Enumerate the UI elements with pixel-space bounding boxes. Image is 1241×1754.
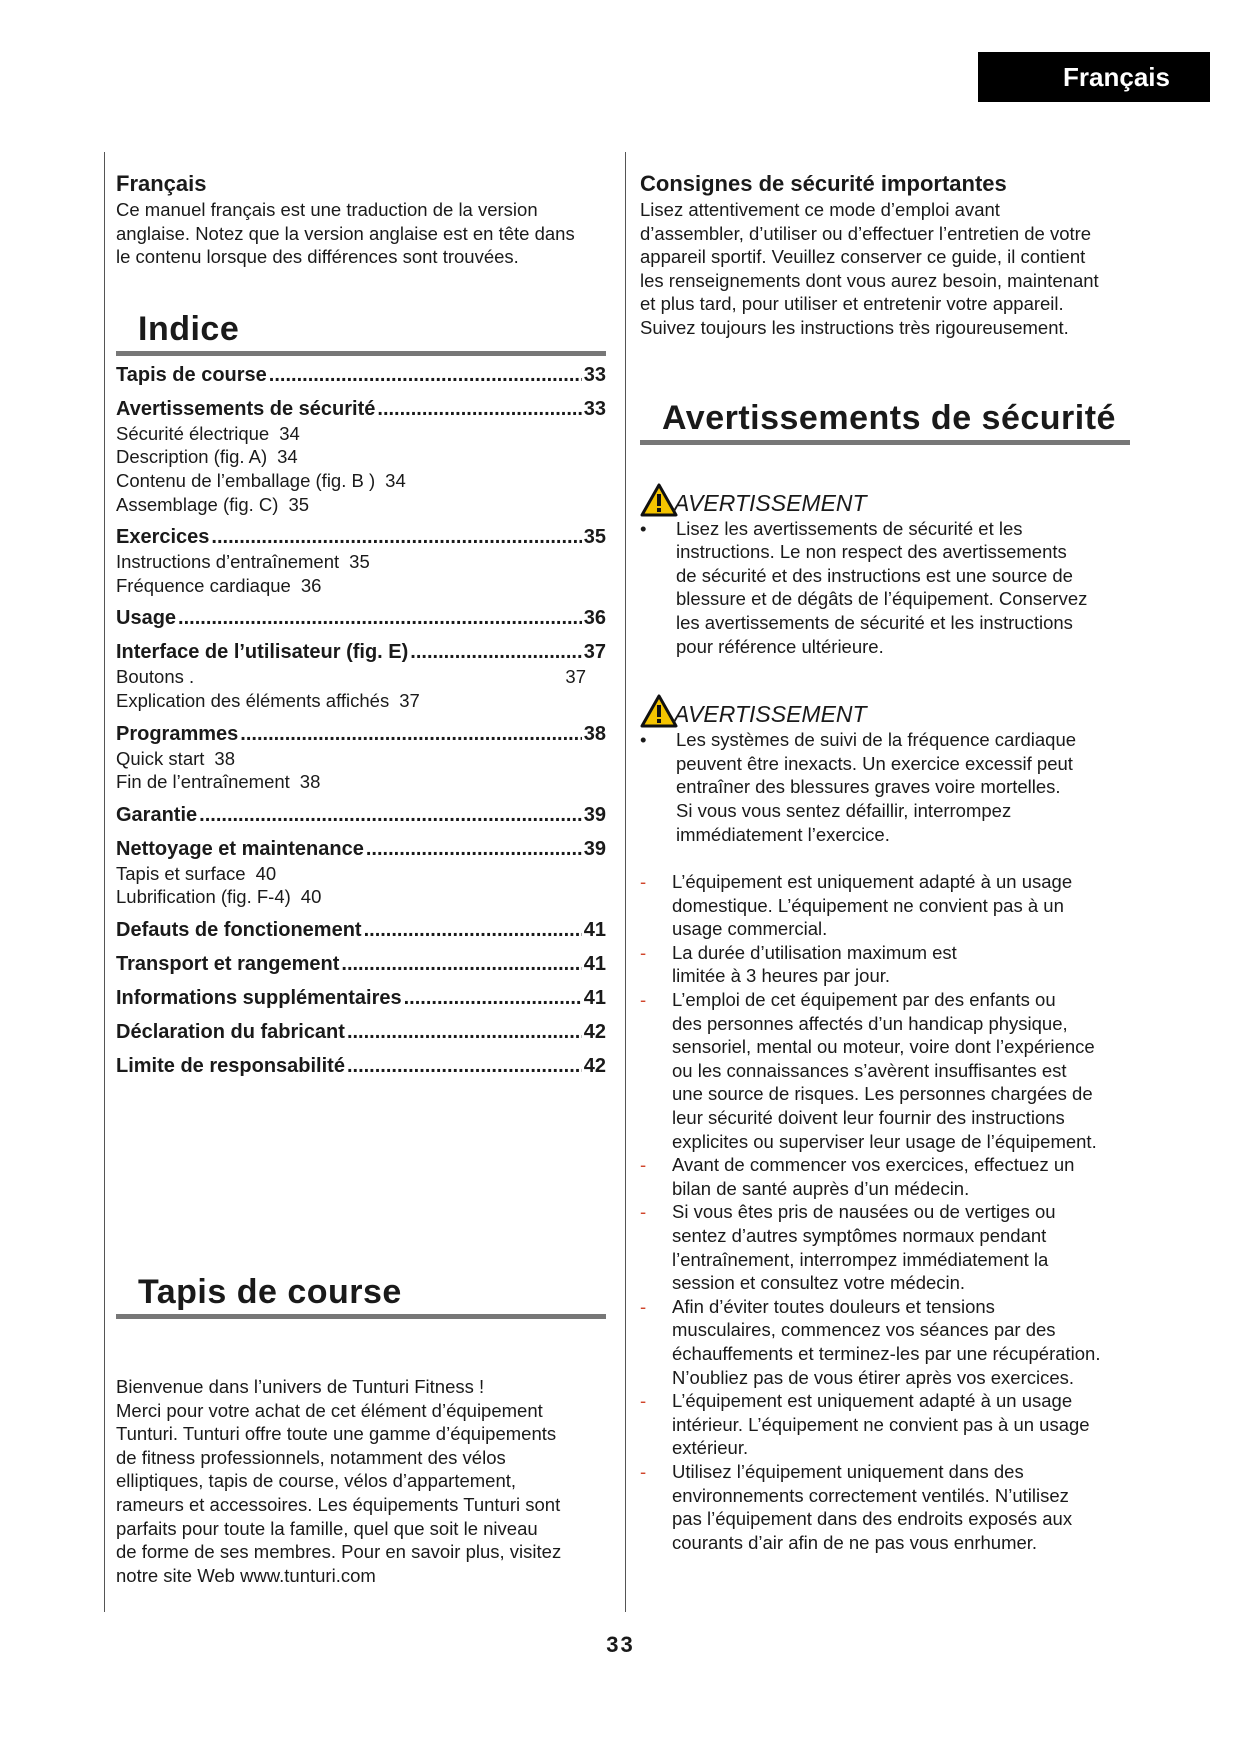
toc-subentry xyxy=(116,574,606,598)
safety-list-item xyxy=(640,1200,1140,1294)
text-line: l’entraînement, interrompez immédiatement la xyxy=(672,1248,1049,1270)
important-section xyxy=(640,170,1140,340)
warning-title: AVERTISSEMENT xyxy=(674,489,867,516)
toc-entry-label: Interface de l’utilisateur (fig. E) xyxy=(116,641,409,664)
text-line: Tunturi. Tunturi offre toute une gamme d’équipements xyxy=(116,1423,557,1445)
toc-entry-label: Usage xyxy=(116,607,177,630)
toc-subentry-page: 35 xyxy=(288,493,310,515)
warning-header xyxy=(640,483,1140,517)
toc-subentry-label: Boutons . xyxy=(116,666,195,688)
dash-marker: - xyxy=(640,871,647,893)
text-line: session et consultez votre médecin. xyxy=(672,1272,966,1294)
table-of-contents xyxy=(116,362,606,1079)
text-line: Ce manuel français est une traduction de la version xyxy=(116,199,538,220)
toc-subentry-label: Contenu de l’emballage (fig. B ) xyxy=(116,469,376,491)
text-line: L’équipement est uniquement adapté à un usage xyxy=(672,1390,1073,1412)
safety-list-item xyxy=(640,1153,1140,1200)
dash-marker: - xyxy=(640,1460,647,1482)
safety-list-item xyxy=(640,1295,1140,1389)
treadmill-title: Tapis de course xyxy=(138,1273,402,1311)
warning-text xyxy=(640,517,1140,659)
toc-dot-leader xyxy=(211,524,581,550)
toc-entry-page: 38 xyxy=(583,722,606,745)
toc-entry xyxy=(116,951,606,977)
toc-subentry xyxy=(116,445,606,469)
text-line: appareil sportif. Veuillez conserver ce guide, il contient xyxy=(640,246,1086,268)
toc-entry-page: 33 xyxy=(583,397,606,420)
toc-entry xyxy=(116,985,606,1011)
toc-entry xyxy=(116,802,606,828)
text-line: L’équipement est uniquement adapté à un usage xyxy=(672,871,1073,893)
toc-subentry-label: Description (fig. A) xyxy=(116,446,268,468)
text-line: courants d’air afin de ne pas vous enrhumer. xyxy=(672,1531,1038,1553)
center-column-divider xyxy=(625,152,626,1612)
text-line: de fitness professionnels, notamment des vélos xyxy=(116,1446,506,1468)
left-column xyxy=(116,170,606,1586)
toc-entry-page: 42 xyxy=(583,1054,606,1077)
text-line: domestique. L’équipement ne convient pas à un xyxy=(672,894,1064,916)
toc-entry xyxy=(116,1019,606,1045)
warning-triangle-icon xyxy=(640,694,678,728)
text-line: d’assembler, d’utiliser ou d’effectuer l’entretien de votre xyxy=(640,222,1092,244)
toc-entry xyxy=(116,362,606,388)
toc-dot-leader xyxy=(347,1019,582,1045)
text-line: intérieur. L’équipement ne convient pas à un usage xyxy=(672,1413,1090,1435)
text-line: Lisez attentivement ce mode d’emploi avant xyxy=(640,199,1000,220)
warning-header xyxy=(640,694,1140,728)
toc-subentry-page: 37 xyxy=(565,666,586,688)
treadmill-section xyxy=(116,1272,606,1587)
toc-subentry xyxy=(116,422,606,446)
text-line: blessure et de dégâts de l’équipement. Conservez xyxy=(676,588,1088,610)
index-rule xyxy=(116,351,606,356)
toc-entry-page: 35 xyxy=(583,526,606,549)
toc-entry xyxy=(116,836,606,862)
text-line: une source de risques. Les personnes chargées de xyxy=(672,1083,1093,1105)
text-line: notre site Web www.tunturi.com xyxy=(116,1564,376,1586)
bullet-marker: • xyxy=(640,517,647,539)
safety-list-item xyxy=(640,870,1140,941)
dash-marker: - xyxy=(640,1390,647,1412)
toc-entry-page: 36 xyxy=(583,607,606,630)
toc-dot-leader xyxy=(410,639,581,665)
toc-entry xyxy=(116,524,606,550)
toc-subentry-page: 40 xyxy=(255,862,277,884)
toc-entry xyxy=(116,605,606,631)
toc-entry-label: Defauts de fonctionement xyxy=(116,918,362,941)
toc-subentry xyxy=(116,747,606,771)
toc-entry xyxy=(116,639,606,665)
text-line: sensoriel, mental ou moteur, voire dont l’expérience xyxy=(672,1036,1095,1058)
toc-dot-leader xyxy=(366,836,582,862)
safety-rule xyxy=(640,440,1130,445)
toc-subentry-label: Explication des éléments affichés xyxy=(116,689,390,711)
text-line: parfaits pour toute la famille, quel que soit le niveau xyxy=(116,1517,538,1539)
toc-entry-label: Garantie xyxy=(116,803,198,826)
toc-subentry-label: Fin de l’entraînement xyxy=(116,771,290,793)
intro-heading: Français xyxy=(116,171,207,196)
toc-dot-leader xyxy=(347,1053,582,1079)
text-line: Si vous êtes pris de nausées ou de vertiges ou xyxy=(672,1201,1056,1223)
toc-entry xyxy=(116,917,606,943)
right-column xyxy=(640,170,1140,1554)
dash-marker: - xyxy=(640,1201,647,1223)
text-line: le contenu lorsque des différences sont trouvées. xyxy=(116,246,519,268)
toc-subentry xyxy=(116,770,606,794)
text-line: elliptiques, tapis de course, vélos d’appartement, xyxy=(116,1470,517,1492)
safety-dash-list xyxy=(640,870,1140,1554)
toc-entry xyxy=(116,1053,606,1079)
dash-marker: - xyxy=(640,1154,647,1176)
left-column-divider xyxy=(104,152,105,1612)
safety-list-item xyxy=(640,988,1140,1153)
index-section xyxy=(116,309,606,1079)
toc-subentry-label: Quick start xyxy=(116,747,205,769)
text-line: explicites ou superviser leur usage de l’équipement. xyxy=(672,1130,1097,1152)
text-line: instructions. Le non respect des avertissements xyxy=(676,541,1067,563)
dash-marker: - xyxy=(640,1295,647,1317)
toc-entry xyxy=(116,396,606,422)
toc-subentry-page: 34 xyxy=(277,446,298,468)
text-line: usage commercial. xyxy=(672,918,828,940)
language-tab: Français xyxy=(978,52,1210,102)
text-line: entraîner des blessures graves voire mortelles. xyxy=(676,776,1061,798)
toc-subentry xyxy=(116,493,606,517)
toc-dot-leader xyxy=(269,362,582,388)
text-line: L’emploi de cet équipement par des enfants ou xyxy=(672,989,1056,1011)
text-line: Suivez toujours les instructions très rigoureusement. xyxy=(640,316,1069,338)
toc-subentry-label: Lubrification (fig. F-4) xyxy=(116,886,291,908)
toc-subentry xyxy=(116,469,606,493)
safety-list-item xyxy=(640,1389,1140,1460)
toc-entry-label: Programmes xyxy=(116,722,239,745)
important-paragraph xyxy=(640,198,1140,340)
warnings-list xyxy=(640,483,1140,847)
safety-section xyxy=(640,398,1140,1555)
text-line: extérieur. xyxy=(672,1437,749,1459)
text-line: échauffements et terminez-les par une récupération. xyxy=(672,1342,1101,1364)
toc-subentry xyxy=(116,665,586,689)
text-line: ou les connaissances s’avèrent insuffisantes est xyxy=(672,1059,1067,1081)
index-title: Indice xyxy=(138,309,240,348)
toc-entry-page: 42 xyxy=(583,1020,606,1043)
toc-entry-page: 39 xyxy=(583,837,606,860)
text-line: bilan de santé auprès d’un médecin. xyxy=(672,1177,970,1199)
toc-entry-page: 33 xyxy=(583,363,606,386)
warning-title: AVERTISSEMENT xyxy=(674,701,867,728)
safety-list-item xyxy=(640,941,1140,988)
toc-entry-label: Avertissements de sécurité xyxy=(116,397,376,420)
text-line: leur sécurité doivent leur fournir des instructions xyxy=(672,1107,1065,1129)
text-line: de sécurité et des instructions est une source de xyxy=(676,564,1073,586)
toc-entry-label: Limite de responsabilité xyxy=(116,1054,345,1077)
toc-subentry-label: Tapis et surface xyxy=(116,862,246,884)
dash-marker: - xyxy=(640,941,647,963)
toc-dot-leader xyxy=(404,985,582,1011)
toc-subentry xyxy=(116,885,606,909)
toc-subentry-label: Instructions d’entraînement xyxy=(116,551,340,573)
toc-entry-label: Transport et rangement xyxy=(116,952,340,975)
toc-subentry-label: Fréquence cardiaque xyxy=(116,574,291,596)
text-line: N’oubliez pas de vous étirer après vos exercices. xyxy=(672,1366,1075,1388)
text-line: de forme de ses membres. Pour en savoir plus, visitez xyxy=(116,1541,562,1563)
intro-section xyxy=(116,170,606,269)
dash-marker: - xyxy=(640,989,647,1011)
toc-dot-leader xyxy=(240,721,581,747)
text-line: Merci pour votre achat de cet élément d’équipement xyxy=(116,1399,543,1421)
toc-subentry-page: 34 xyxy=(385,469,406,491)
toc-entry-label: Nettoyage et maintenance xyxy=(116,837,364,860)
toc-subentry-page: 34 xyxy=(279,422,300,444)
bullet-marker: • xyxy=(640,729,647,751)
text-line: Lisez les avertissements de sécurité et les xyxy=(676,517,1023,539)
warning-block xyxy=(640,483,1140,659)
text-line: anglaise. Notez que la version anglaise est en tête dans xyxy=(116,222,575,244)
toc-subentry xyxy=(116,862,606,886)
text-line: Utilisez l’équipement uniquement dans des xyxy=(672,1460,1024,1482)
text-line: pour référence ultérieure. xyxy=(676,635,884,657)
toc-subentry-label: Sécurité électrique xyxy=(116,422,270,444)
toc-dot-leader xyxy=(341,951,581,977)
treadmill-rule xyxy=(116,1314,606,1319)
text-line: limitée à 3 heures par jour. xyxy=(672,965,891,987)
toc-entry-page: 41 xyxy=(583,986,606,1009)
toc-entry-label: Informations supplémentaires xyxy=(116,986,402,1009)
warning-text xyxy=(640,728,1140,846)
warning-block xyxy=(640,694,1140,846)
text-line: immédiatement l’exercice. xyxy=(676,823,890,845)
text-line: Bienvenue dans l’univers de Tunturi Fitness ! xyxy=(116,1376,485,1397)
intro-paragraph xyxy=(116,198,606,269)
text-line: environnements correctement ventilés. N’utilisez xyxy=(672,1484,1069,1506)
text-line: et plus tard, pour utiliser et entretenir votre appareil. xyxy=(640,293,1064,315)
treadmill-paragraph xyxy=(116,1375,606,1587)
toc-entry-page: 37 xyxy=(583,641,606,664)
toc-entry xyxy=(116,721,606,747)
toc-dot-leader xyxy=(178,605,582,631)
toc-subentry-page: 36 xyxy=(300,574,322,596)
text-line: les renseignements dont vous aurez besoin, maintenant xyxy=(640,269,1099,291)
toc-subentry-page: 40 xyxy=(300,886,322,908)
toc-dot-leader xyxy=(364,917,582,943)
toc-subentry-page: 38 xyxy=(299,771,321,793)
toc-subentry-label: Assemblage (fig. C) xyxy=(116,493,279,515)
safety-title: Avertissements de sécurité xyxy=(662,398,1116,437)
text-line: les avertissements de sécurité et les instructions xyxy=(676,611,1073,633)
toc-entry-page: 41 xyxy=(583,918,606,941)
text-line: peuvent être inexacts. Un exercice excessif peut xyxy=(676,752,1073,774)
page-number: 33 xyxy=(606,1632,635,1657)
toc-dot-leader xyxy=(377,396,581,422)
toc-entry-page: 41 xyxy=(583,952,606,975)
toc-entry-page: 39 xyxy=(583,803,606,826)
text-line: rameurs et accessoires. Les équipements Tunturi sont xyxy=(116,1493,561,1515)
toc-subentry-page: 35 xyxy=(349,551,370,573)
toc-subentry-page: 38 xyxy=(214,747,235,769)
toc-subentry-page: 37 xyxy=(399,689,420,711)
text-line: des personnes affectés d’un handicap physique, xyxy=(672,1012,1068,1034)
toc-subentry xyxy=(116,689,606,713)
important-heading: Consignes de sécurité importantes xyxy=(640,171,1007,196)
text-line: pas l’équipement dans des endroits exposés aux xyxy=(672,1508,1073,1530)
text-line: Si vous vous sentez défaillir, interrompez xyxy=(676,799,1012,821)
safety-list-item xyxy=(640,1460,1140,1554)
warning-triangle-icon xyxy=(640,483,678,517)
toc-dot-leader xyxy=(199,802,582,828)
text-line: musculaires, commencez vos séances par des xyxy=(672,1319,1056,1341)
text-line: Les systèmes de suivi de la fréquence cardiaque xyxy=(676,729,1077,751)
toc-entry-label: Tapis de course xyxy=(116,363,267,386)
text-line: sentez d’autres symptômes normaux pendant xyxy=(672,1225,1047,1246)
toc-entry-label: Déclaration du fabricant xyxy=(116,1020,345,1043)
text-line: Afin d’éviter toutes douleurs et tensions xyxy=(672,1295,995,1317)
toc-subentry xyxy=(116,550,606,574)
toc-entry-label: Exercices xyxy=(116,526,210,549)
text-line: Avant de commencer vos exercices, effectuez un xyxy=(672,1154,1075,1176)
text-line: La durée d’utilisation maximum est xyxy=(672,941,957,963)
